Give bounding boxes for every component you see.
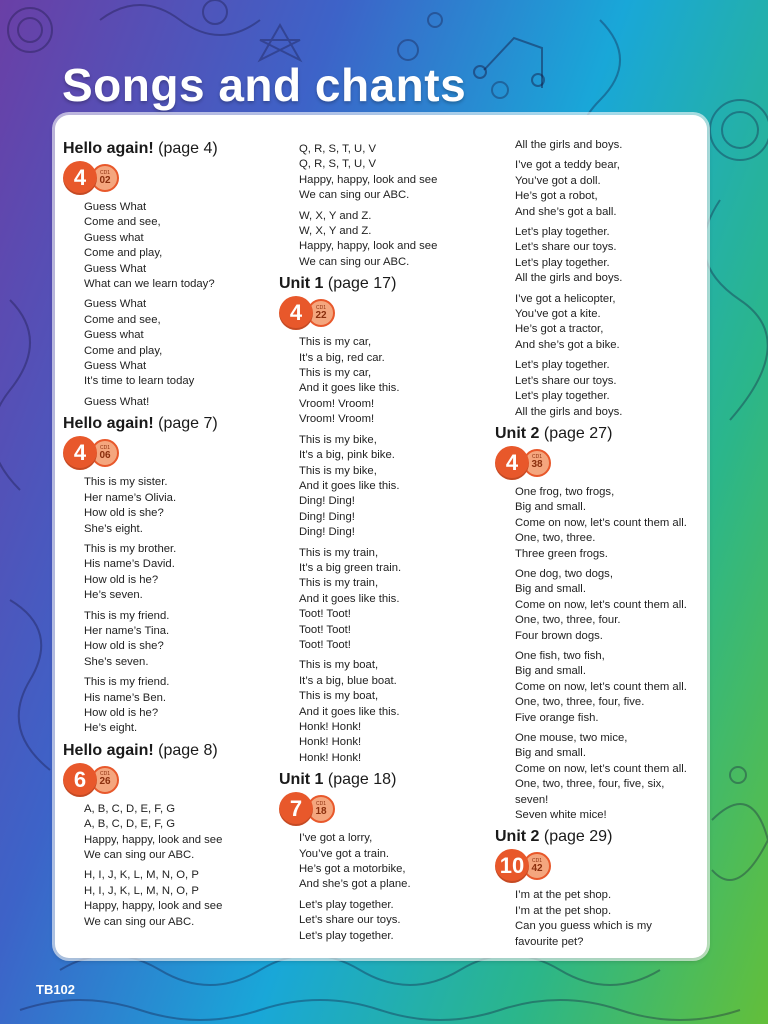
verse bbox=[63, 868, 273, 930]
lesson-number: 7 bbox=[279, 792, 313, 826]
verse bbox=[63, 609, 273, 671]
heading-title: Hello again! bbox=[63, 741, 154, 759]
heading-title: Unit 1 bbox=[279, 275, 324, 293]
track-number: 18 bbox=[315, 805, 327, 817]
section-heading bbox=[63, 140, 273, 158]
lyric-line: He’s got a tractor, bbox=[515, 323, 604, 336]
lyric-line: You’ve got a doll. bbox=[515, 174, 601, 187]
lyric-line: It’s a big, red car. bbox=[299, 351, 385, 364]
heading-title: Hello again! bbox=[63, 415, 154, 433]
lyric-line: This is my friend. bbox=[84, 609, 170, 622]
lyric-line: Her name’s Tina. bbox=[84, 624, 170, 637]
lyric-line: I’ve got a lorry, bbox=[299, 832, 373, 845]
lyric-line: W, X, Y and Z. bbox=[299, 225, 372, 238]
lyric-line: I’m at the pet shop. bbox=[515, 889, 612, 902]
lyric-line: Honk! Honk! bbox=[299, 751, 362, 764]
track-number: 06 bbox=[99, 449, 111, 461]
heading-title: Unit 2 bbox=[495, 828, 540, 846]
section-heading bbox=[63, 742, 273, 760]
lyric-line: seven! bbox=[515, 793, 549, 806]
lyric-line: Come and see, bbox=[84, 216, 161, 229]
heading-title: Unit 2 bbox=[495, 424, 540, 442]
lyric-line: You’ve got a train. bbox=[299, 847, 390, 860]
lyric-line: We can sing our ABC. bbox=[299, 255, 410, 268]
verse bbox=[279, 546, 485, 654]
lyric-line: This is my friend. bbox=[84, 676, 170, 689]
lyric-line: His name’s Ben. bbox=[84, 691, 167, 704]
lyric-line: Guess What bbox=[84, 262, 147, 275]
lyric-line: Big and small. bbox=[515, 583, 586, 596]
audio-track-badge bbox=[63, 435, 273, 471]
column-2 bbox=[279, 142, 485, 949]
lesson-number: 4 bbox=[63, 436, 97, 470]
lesson-number: 4 bbox=[495, 446, 529, 480]
lyric-line: W, X, Y and Z. bbox=[299, 209, 372, 222]
cd-label: CD1 bbox=[99, 444, 110, 451]
lesson-number: 10 bbox=[495, 849, 529, 883]
lyric-line: Let’s share our toys. bbox=[515, 374, 617, 387]
lyric-line: One, two, three, four, five. bbox=[515, 696, 645, 709]
lyric-line: How old is he? bbox=[84, 706, 159, 719]
lyric-line: H, I, J, K, L, M, N, O, P bbox=[84, 869, 199, 882]
lyric-line: Five orange fish. bbox=[515, 711, 599, 724]
cd-label: CD1 bbox=[315, 800, 326, 807]
lyric-line: favourite pet? bbox=[515, 935, 584, 948]
track-number: 26 bbox=[99, 776, 111, 788]
lyric-line: Q, R, S, T, U, V bbox=[299, 143, 377, 155]
verse bbox=[63, 297, 273, 389]
cd-label: CD1 bbox=[531, 857, 542, 864]
lyric-line: Guess What bbox=[84, 298, 147, 311]
audio-track-badge bbox=[279, 295, 485, 331]
lyric-line: And she’s got a bike. bbox=[515, 338, 620, 351]
lyric-line: All the girls and boys. bbox=[515, 139, 623, 151]
lyric-line: Let’s play together. bbox=[299, 898, 394, 911]
lyric-line: Her name’s Olivia. bbox=[84, 491, 177, 504]
lyric-line: Ding! Ding! bbox=[299, 510, 355, 523]
lesson-number: 6 bbox=[63, 763, 97, 797]
lyric-line: It’s a big green train. bbox=[299, 561, 402, 574]
lyric-line: Let’s play together. bbox=[515, 359, 610, 372]
verse bbox=[495, 292, 705, 354]
lyric-line: This is my car, bbox=[299, 367, 372, 380]
lyric-line: All the girls and boys. bbox=[515, 272, 623, 285]
track-number: 02 bbox=[99, 174, 111, 186]
lyric-line: Honk! Honk! bbox=[299, 721, 362, 733]
track-number: 22 bbox=[315, 309, 327, 321]
lyric-line: All the girls and boys. bbox=[515, 405, 623, 418]
cd-label: CD1 bbox=[99, 771, 110, 778]
lyric-line: And it goes like this. bbox=[299, 592, 400, 605]
heading-page-ref: (page 8) bbox=[153, 741, 218, 759]
lyric-line: Come on now, let’s count them all. bbox=[515, 762, 687, 775]
lyric-line: This is my bike, bbox=[299, 464, 377, 477]
verse bbox=[495, 138, 705, 153]
lyric-line: How old is she? bbox=[84, 507, 164, 520]
track-number: 38 bbox=[531, 459, 543, 471]
lyric-line: H, I, J, K, L, M, N, O, P bbox=[84, 884, 199, 897]
heading-title: Unit 1 bbox=[279, 771, 324, 789]
lyric-line: One dog, two dogs, bbox=[515, 567, 613, 580]
lyric-line: Happy, happy, look and see bbox=[299, 173, 438, 186]
lyric-line: We can sing our ABC. bbox=[84, 915, 195, 928]
column-3 bbox=[495, 138, 705, 955]
lyric-line: And it goes like this. bbox=[299, 705, 400, 718]
lyric-line: We can sing our ABC. bbox=[84, 849, 195, 861]
lyric-line: Let’s play together. bbox=[515, 256, 610, 269]
lyric-line: A, B, C, D, E, F, G bbox=[84, 802, 176, 815]
verse bbox=[495, 731, 705, 823]
lyric-line: Happy, happy, look and see bbox=[84, 833, 223, 846]
lyric-line: Let’s play together. bbox=[515, 226, 610, 239]
lyric-line: This is my boat, bbox=[299, 659, 379, 672]
verse bbox=[279, 658, 485, 766]
lyric-line: It’s a big, blue boat. bbox=[299, 674, 397, 687]
verse bbox=[279, 831, 485, 893]
section-heading bbox=[495, 425, 705, 443]
lyric-line: He’s got a motorbike, bbox=[299, 863, 406, 876]
audio-track-badge bbox=[279, 791, 485, 827]
track-number: 42 bbox=[531, 862, 543, 874]
lyric-line: This is my brother. bbox=[84, 542, 177, 555]
lyric-line: This is my sister. bbox=[84, 476, 168, 489]
lyric-line: Happy, happy, look and see bbox=[84, 900, 223, 913]
audio-track-badge bbox=[495, 445, 705, 481]
lyric-line: Guess What bbox=[84, 360, 147, 373]
verse bbox=[279, 335, 485, 427]
lyric-line: Let’s play together. bbox=[299, 929, 394, 942]
lyric-line: Guess what bbox=[84, 231, 144, 244]
lyric-line: Let’s share our toys. bbox=[299, 914, 401, 927]
lyric-line: He’s eight. bbox=[84, 722, 138, 735]
lyric-line: One fish, two fish, bbox=[515, 649, 605, 662]
audio-track-badge bbox=[495, 848, 705, 884]
heading-page-ref: (page 27) bbox=[539, 424, 613, 442]
lyric-line: How old is he? bbox=[84, 573, 159, 586]
heading-page-ref: (page 17) bbox=[323, 275, 397, 293]
column-1 bbox=[63, 140, 273, 935]
cd-label: CD1 bbox=[99, 169, 110, 176]
lyric-line: One mouse, two mice, bbox=[515, 732, 628, 744]
verse bbox=[495, 358, 705, 420]
verse bbox=[279, 898, 485, 944]
lyric-line: And it goes like this. bbox=[299, 382, 400, 395]
heading-page-ref: (page 18) bbox=[323, 771, 397, 789]
lyric-line: He’s got a robot, bbox=[515, 190, 598, 203]
lyric-line: Let’s play together. bbox=[515, 390, 610, 403]
lyric-line: Ding! Ding! bbox=[299, 495, 355, 508]
lyric-line: Come and play, bbox=[84, 247, 163, 260]
lyric-line: This is my train, bbox=[299, 546, 379, 559]
lyric-line: Toot! Toot! bbox=[299, 623, 351, 636]
lyric-line: Ding! Ding! bbox=[299, 526, 355, 539]
lyric-line: She’s seven. bbox=[84, 655, 149, 668]
lyric-line: This is my bike, bbox=[299, 433, 377, 446]
verse bbox=[63, 675, 273, 737]
heading-page-ref: (page 4) bbox=[153, 140, 218, 157]
lyric-line: Guess what bbox=[84, 329, 144, 342]
lyric-line: Big and small. bbox=[515, 665, 586, 678]
lyric-line: One, two, three. bbox=[515, 532, 596, 545]
lyric-line: Come on now, let’s count them all. bbox=[515, 598, 687, 611]
lyric-line: Vroom! Vroom! bbox=[299, 413, 375, 426]
lyric-line: We can sing our ABC. bbox=[299, 189, 410, 202]
lyric-line: It’s a big, pink bike. bbox=[299, 449, 395, 462]
verse bbox=[495, 158, 705, 220]
section-heading bbox=[495, 828, 705, 846]
lyric-line: I’m at the pet shop. bbox=[515, 904, 612, 917]
section-heading bbox=[63, 415, 273, 433]
lyric-line: Toot! Toot! bbox=[299, 638, 351, 651]
lyric-line: This is my car, bbox=[299, 336, 372, 349]
lyric-line: Come and play, bbox=[84, 344, 163, 357]
lyric-line: I’ve got a teddy bear, bbox=[515, 159, 620, 172]
lyric-line: This is my train, bbox=[299, 577, 379, 590]
lyric-line: One, two, three, four, five, six, bbox=[515, 778, 665, 791]
heading-title: Hello again! bbox=[63, 140, 154, 157]
audio-track-badge bbox=[63, 160, 273, 196]
lyric-line: Come on now, let’s count them all. bbox=[515, 516, 687, 529]
lyric-line: Vroom! Vroom! bbox=[299, 397, 375, 410]
verse bbox=[63, 802, 273, 864]
lyric-line: This is my boat, bbox=[299, 690, 379, 703]
lyric-line: And it goes like this. bbox=[299, 479, 400, 492]
verse bbox=[279, 209, 485, 271]
lesson-number: 4 bbox=[279, 296, 313, 330]
lyric-line: One frog, two frogs, bbox=[515, 485, 615, 498]
lyric-line: His name’s David. bbox=[84, 558, 175, 571]
lyric-line: Come and see, bbox=[84, 313, 161, 326]
lyric-line: Honk! Honk! bbox=[299, 736, 362, 749]
lyric-line: Come on now, let’s count them all. bbox=[515, 680, 687, 693]
audio-track-badge bbox=[63, 762, 273, 798]
verse bbox=[495, 649, 705, 726]
cd-label: CD1 bbox=[531, 454, 542, 461]
verse bbox=[495, 485, 705, 562]
lyric-line: You’ve got a kite. bbox=[515, 308, 601, 321]
lyric-line: How old is she? bbox=[84, 640, 164, 653]
lyric-line: Big and small. bbox=[515, 747, 586, 760]
lyric-line: And she’s got a plane. bbox=[299, 878, 411, 891]
lyric-line: Four brown dogs. bbox=[515, 629, 603, 642]
heading-page-ref: (page 29) bbox=[539, 828, 613, 846]
lyric-line: What can we learn today? bbox=[84, 278, 215, 291]
lyric-line: Guess What! bbox=[84, 395, 150, 408]
section-heading bbox=[279, 275, 485, 293]
verse bbox=[63, 542, 273, 604]
lyric-line: A, B, C, D, E, F, G bbox=[84, 818, 176, 831]
verse bbox=[63, 200, 273, 292]
heading-page-ref: (page 7) bbox=[153, 415, 218, 433]
page-number: TB102 bbox=[36, 982, 76, 997]
verse bbox=[495, 888, 705, 950]
verse bbox=[279, 142, 485, 204]
verse bbox=[63, 395, 273, 410]
lyric-line: I’ve got a helicopter, bbox=[515, 292, 616, 305]
lyric-line: She’s eight. bbox=[84, 522, 143, 535]
lesson-number: 4 bbox=[63, 161, 97, 195]
lyric-line: And she’s got a ball. bbox=[515, 205, 617, 218]
lyric-line: It’s time to learn today bbox=[84, 375, 195, 388]
lyric-line: One, two, three, four. bbox=[515, 614, 621, 627]
verse bbox=[495, 225, 705, 287]
verse bbox=[495, 567, 705, 644]
lyric-line: Can you guess which is my bbox=[515, 920, 652, 933]
section-heading bbox=[279, 771, 485, 789]
verse bbox=[63, 475, 273, 537]
lyric-line: Three green frogs. bbox=[515, 547, 608, 560]
cd-label: CD1 bbox=[315, 304, 326, 311]
lyric-line: He’s seven. bbox=[84, 589, 143, 602]
verse bbox=[279, 433, 485, 541]
lyric-line: Seven white mice! bbox=[515, 809, 607, 822]
lyric-line: Big and small. bbox=[515, 501, 586, 514]
page-title: Songs and chants bbox=[62, 59, 467, 111]
lyric-line: Guess What bbox=[84, 201, 147, 213]
lyric-line: Happy, happy, look and see bbox=[299, 240, 438, 253]
lyric-line: Let’s share our toys. bbox=[515, 241, 617, 254]
lyric-line: Q, R, S, T, U, V bbox=[299, 158, 377, 171]
lyric-line: Toot! Toot! bbox=[299, 608, 351, 621]
